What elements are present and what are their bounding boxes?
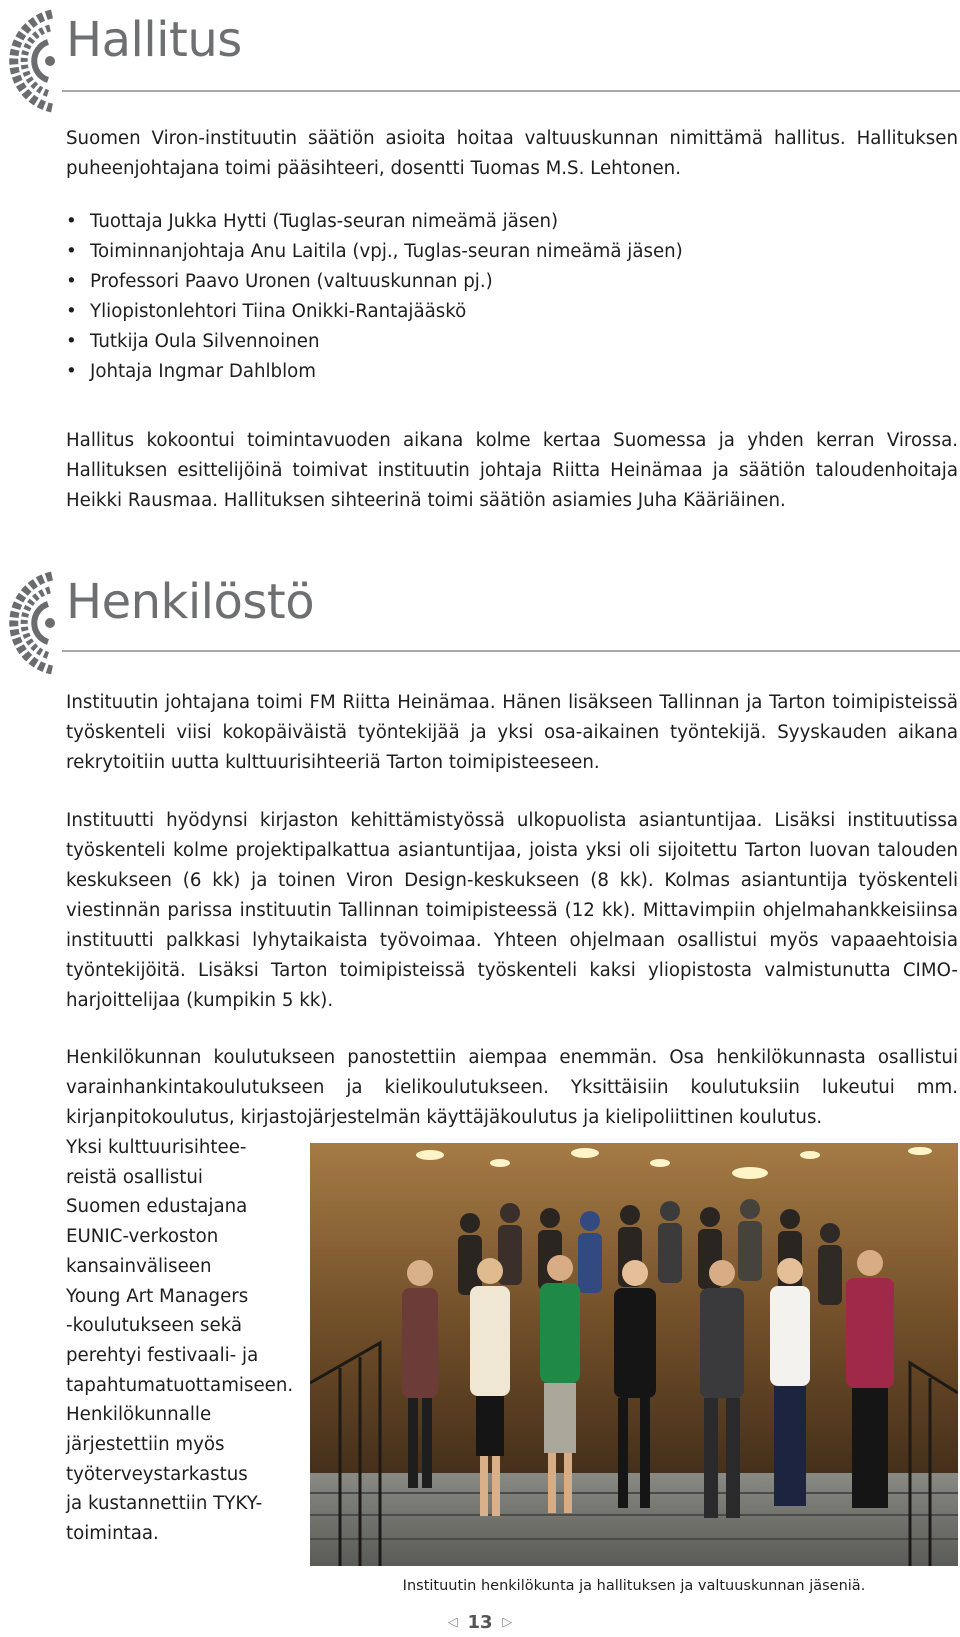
section-title-hallitus: Hallitus — [66, 12, 242, 68]
list-item: • Tuottaja Jukka Hytti (Tuglas-seuran nimeämä jäsen) — [66, 207, 926, 237]
list-item: • Professori Paavo Uronen (valtuuskunnan pj.) — [66, 267, 926, 297]
list-item: • Yliopistonlehtori Tiina Onikki-Rantajääskö — [66, 297, 926, 327]
hallitus-intro-paragraph: Suomen Viron-instituutin säätiön asioita hoitaa valtuuskunnan nimittämä hallitus. Hallituksen puheenjohtajana toimi pääsihteeri, dosentti Tuomas M.S. Lehtonen. — [66, 128, 958, 179]
list-item: • Toiminnanjohtaja Anu Laitila (vpj., Tuglas-seuran nimeämä jäsen) — [66, 237, 926, 267]
staff-paragraph-2: Instituutti hyödynsi kirjaston kehittämistyössä ulkopuolista asiantuntijaa. Lisäksi instituutissa työskenteli kolme projektipalkattua asiantuntijaa, joista yksi oli sijoitettu Tarton luovan talouden keskukseen (6 kk) ja toinen Viron Design-keskukseen (8 kk). Kolmas asiantuntija työskenteli viestinnän parissa instituutin Tallinnan toimipisteessä (12 kk). Mittavimpiin ohjelmahankkeisiinsa instituutti palkkasi lyhytaikaista työvoimaa. Yhteen ohjelmaan osallistui myös vapaaehtoisia työntekijöitä. Lisäksi Tarton toimipisteissä työskenteli kaksi yliopistosta valmistunutta CIMO-harjoittelijaa (kumpikin 5 kk). — [66, 810, 958, 1011]
triangle-right-icon: ▷ — [502, 1615, 513, 1630]
section-divider — [62, 650, 960, 652]
list-item: • Tutkija Oula Silvennoinen — [66, 327, 926, 357]
board-member-list — [66, 207, 926, 387]
photo-caption: Instituutin henkilökunta ja hallituksen ja valtuuskunnan jäseniä. — [402, 1578, 866, 1594]
ornament-logo-icon — [0, 568, 56, 678]
triangle-left-icon: ◁ — [447, 1615, 458, 1630]
group-photo — [310, 1143, 958, 1566]
section-title-henkilosto: Henkilöstö — [66, 574, 315, 630]
staff-paragraph-3: Henkilökunnan koulutukseen panostettiin aiempaa enemmän. Osa henkilökunnasta osallistui varainhankintakoulutukseen ja kielikoulutukseen. Yksittäisiin koulutuksiin lukeutui mm. kirjanpitokoulutus, kirjastojärjestelmän käyttäjäkoulutus ja kielipoliittinen koulutus. — [66, 1047, 958, 1128]
page-number — [0, 1612, 960, 1633]
section-divider — [62, 90, 960, 92]
list-item: • Johtaja Ingmar Dahlblom — [66, 357, 926, 387]
page-number-value: 13 — [467, 1612, 493, 1633]
hallitus-meetings-paragraph: Hallitus kokoontui toimintavuoden aikana kolme kertaa Suomessa ja yhden kerran Virossa. Hallituksen esittelijöinä toimivat instituutin johtaja Riitta Heinämaa ja säätiön taloudenhoitaja Heikki Rausmaa. Hallituksen sihteerinä toimi säätiön asiamies Juha Kääriäinen. — [66, 430, 958, 511]
staff-paragraph-1: Instituutin johtajana toimi FM Riitta Heinämaa. Hänen lisäkseen Tallinnan ja Tarton toimipisteissä työskenteli viisi kokopäiväistä työntekijää ja yksi osa-aikainen työntekijä. Syyskauden aikana rekrytoitiin uutta kulttuurisihteeriä Tarton toimipisteeseen. — [66, 692, 958, 773]
training-side-text: Yksi kulttuurisihtee- reistä osallistui Suomen edustajana EUNIC-verkoston kansainväliseen Young Art Managers -koulutukseen sekä perehtyi festivaali- ja tapahtumatuottamiseen. Henkilökunnalle järjestettiin myös työterveystarkastus ja kustannettiin TYKY- toimintaa. — [66, 1137, 294, 1545]
ornament-logo-icon — [0, 6, 56, 116]
